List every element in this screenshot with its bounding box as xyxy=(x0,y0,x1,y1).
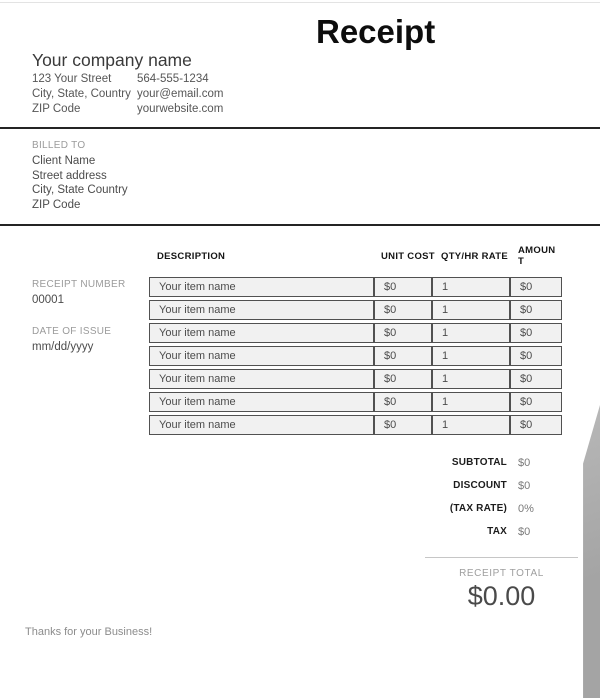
client-zip: ZIP Code xyxy=(32,198,81,211)
col-header-qty-rate: QTY/HR RATE xyxy=(441,251,508,262)
table-row xyxy=(149,323,562,343)
item-qty-cell: 1 xyxy=(432,323,510,343)
page-corner-decoration xyxy=(578,405,600,698)
item-amount-cell: $0 xyxy=(510,277,562,297)
totals-row xyxy=(360,526,560,549)
totals-row xyxy=(360,503,560,526)
discount-value: $0 xyxy=(518,480,531,492)
company-name: Your company name xyxy=(32,50,192,70)
tax-label: TAX xyxy=(487,526,507,537)
company-contact-block xyxy=(137,72,223,117)
page-title: Receipt xyxy=(316,13,436,50)
item-amount-cell: $0 xyxy=(510,300,562,320)
discount-label: DISCOUNT xyxy=(453,480,507,491)
item-amount-cell: $0 xyxy=(510,392,562,412)
header-divider xyxy=(0,127,600,129)
totals-row xyxy=(360,480,560,503)
date-of-issue-label: DATE OF ISSUE xyxy=(32,326,112,337)
item-qty-cell: 1 xyxy=(432,392,510,412)
subtotal-value: $0 xyxy=(518,457,531,469)
table-row xyxy=(149,415,562,435)
receipt-number-label: RECEIPT NUMBER xyxy=(32,279,126,290)
tax-rate-value: 0% xyxy=(518,503,534,515)
company-website: yourwebsite.com xyxy=(137,103,224,115)
company-zip: ZIP Code xyxy=(32,103,81,115)
table-row xyxy=(149,300,562,320)
table-row xyxy=(149,392,562,412)
item-unit-cost-cell: $0 xyxy=(374,323,432,343)
item-amount-cell: $0 xyxy=(510,415,562,435)
item-unit-cost-cell: $0 xyxy=(374,346,432,366)
item-description-cell: Your item name xyxy=(149,300,374,320)
billed-to-block xyxy=(32,154,128,212)
total-divider xyxy=(425,557,578,558)
tax-rate-label: (TAX RATE) xyxy=(449,503,507,514)
receipt-total-label: RECEIPT TOTAL xyxy=(459,568,544,579)
item-unit-cost-cell: $0 xyxy=(374,392,432,412)
item-amount-cell: $0 xyxy=(510,346,562,366)
company-email: your@email.com xyxy=(137,88,224,100)
item-qty-cell: 1 xyxy=(432,300,510,320)
item-unit-cost-cell: $0 xyxy=(374,300,432,320)
item-unit-cost-cell: $0 xyxy=(374,369,432,389)
item-description-cell: Your item name xyxy=(149,323,374,343)
totals-section xyxy=(360,457,560,549)
col-header-amount: AMOUNT xyxy=(518,245,556,267)
client-street: Street address xyxy=(32,169,107,182)
company-city: City, State, Country xyxy=(32,88,131,100)
company-phone: 564-555-1234 xyxy=(137,73,209,85)
billed-divider xyxy=(0,224,600,226)
item-amount-cell: $0 xyxy=(510,369,562,389)
item-description-cell: Your item name xyxy=(149,369,374,389)
client-name: Client Name xyxy=(32,155,96,167)
item-description-cell: Your item name xyxy=(149,346,374,366)
tax-value: $0 xyxy=(518,526,531,538)
item-qty-cell: 1 xyxy=(432,415,510,435)
table-row xyxy=(149,346,562,366)
table-row xyxy=(149,369,562,389)
item-amount-cell: $0 xyxy=(510,323,562,343)
totals-row xyxy=(360,457,560,480)
company-street: 123 Your Street xyxy=(32,73,112,85)
item-description-cell: Your item name xyxy=(149,277,374,297)
thanks-message: Thanks for your Business! xyxy=(25,626,153,638)
company-address-block xyxy=(32,72,131,117)
col-header-unit-cost: UNIT COST xyxy=(381,251,435,262)
item-qty-cell: 1 xyxy=(432,369,510,389)
col-header-description: DESCRIPTION xyxy=(157,251,226,262)
top-edge-line xyxy=(0,2,600,3)
billed-to-label: BILLED TO xyxy=(32,140,86,151)
receipt-number-value: 00001 xyxy=(32,294,64,306)
item-description-cell: Your item name xyxy=(149,392,374,412)
item-description-cell: Your item name xyxy=(149,415,374,435)
receipt-total-amount: $0.00 xyxy=(467,581,536,611)
client-city: City, State Country xyxy=(32,184,128,197)
items-table xyxy=(149,277,562,438)
item-unit-cost-cell: $0 xyxy=(374,277,432,297)
subtotal-label: SUBTOTAL xyxy=(451,457,507,468)
item-qty-cell: 1 xyxy=(432,346,510,366)
item-qty-cell: 1 xyxy=(432,277,510,297)
table-row xyxy=(149,277,562,297)
date-of-issue-value: mm/dd/yyyy xyxy=(32,341,94,353)
item-unit-cost-cell: $0 xyxy=(374,415,432,435)
